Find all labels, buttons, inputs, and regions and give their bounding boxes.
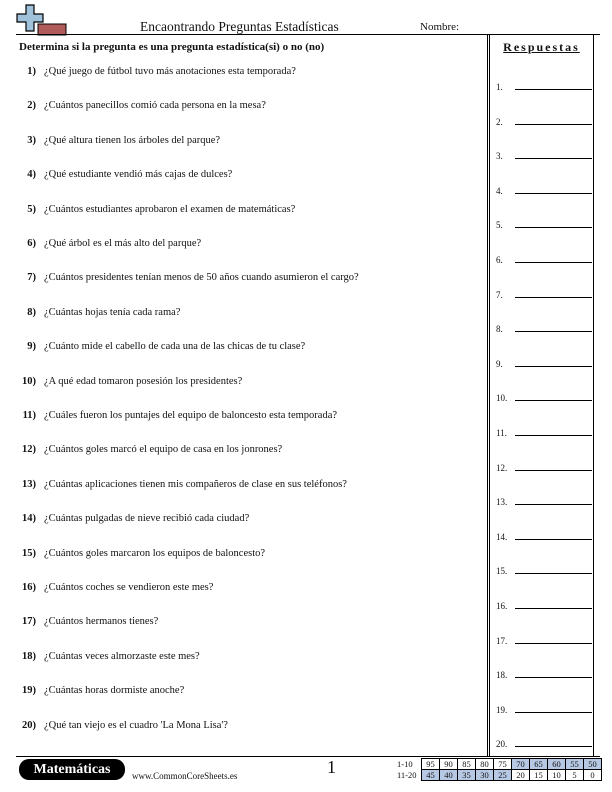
answer-number: 14.	[496, 531, 508, 542]
score-cell: 80	[476, 759, 494, 770]
answer-number: 1.	[496, 82, 503, 92]
answers-title: Respuestas	[503, 40, 580, 54]
score-row	[395, 759, 602, 770]
question-text: ¿Qué estudiante vendió más cajas de dulces?	[44, 169, 233, 181]
page-number: 1	[327, 757, 336, 777]
score-cell: 5	[566, 770, 584, 781]
score-cell: 65	[530, 759, 548, 770]
question-text: ¿Cuántos hermanos tienes?	[44, 616, 159, 628]
answer-blank[interactable]	[515, 366, 592, 367]
score-cell: 60	[548, 759, 566, 770]
question-number: 18)	[22, 650, 36, 662]
question-item	[14, 376, 479, 390]
plus-minus-logo-icon	[16, 4, 68, 36]
answer-number: 13.	[496, 497, 508, 508]
score-cell: 30	[476, 770, 494, 781]
question-text: ¿Cuántos estudiantes aprobaron el examen de matemáticas?	[44, 203, 296, 215]
answer-row	[496, 355, 592, 369]
answer-blank[interactable]	[515, 262, 592, 263]
answer-blank[interactable]	[515, 573, 592, 574]
name-label: Nombre:	[420, 21, 460, 33]
question-text: ¿Cuántos goles marcaron los equipos de baloncesto?	[44, 547, 266, 559]
question-item	[14, 720, 479, 734]
answer-row	[496, 562, 592, 576]
question-number: 7)	[27, 272, 36, 284]
question-item	[14, 444, 479, 458]
answer-row	[496, 493, 592, 507]
answer-number: 17.	[496, 635, 508, 646]
question-item	[14, 685, 479, 699]
score-cell: 20	[512, 770, 530, 781]
answer-row	[496, 78, 592, 92]
answer-row	[496, 389, 592, 403]
answer-blank[interactable]	[515, 124, 592, 125]
answer-row	[496, 666, 592, 680]
question-text: ¿Cuántos panecillos comió cada persona en la mesa?	[44, 100, 266, 112]
question-item	[14, 651, 479, 665]
question-number: 13)	[22, 478, 36, 490]
answer-number: 9.	[496, 358, 503, 369]
question-text: ¿Cuántas veces almorzaste este mes?	[44, 650, 200, 662]
question-item	[14, 169, 479, 183]
answer-row	[496, 286, 592, 300]
answer-row	[496, 528, 592, 542]
question-number: 8)	[27, 306, 36, 318]
question-item	[14, 616, 479, 630]
question-text: ¿Qué árbol es el más alto del parque?	[44, 238, 202, 249]
score-cell: 40	[440, 770, 458, 781]
question-item	[14, 204, 479, 218]
score-cell: 95	[422, 759, 440, 770]
answer-blank[interactable]	[515, 158, 592, 159]
answer-number: 20.	[496, 739, 508, 750]
score-cell: 85	[458, 759, 476, 770]
answer-blank[interactable]	[515, 89, 592, 90]
answer-number: 11.	[496, 428, 507, 438]
answer-blank[interactable]	[515, 227, 592, 228]
question-number: 15)	[22, 547, 36, 559]
answer-row	[496, 113, 592, 127]
question-item	[14, 100, 479, 114]
answer-blank[interactable]	[515, 504, 592, 505]
answer-blank[interactable]	[515, 712, 592, 713]
answer-number: 6.	[496, 255, 503, 265]
answer-row	[496, 182, 592, 196]
question-item	[14, 548, 479, 562]
answers-panel	[487, 35, 594, 756]
question-item	[14, 479, 479, 493]
score-cell: 90	[440, 759, 458, 770]
question-text: ¿Cuántos presidentes tenían menos de 50 años cuando asumieron el cargo?	[44, 272, 359, 284]
question-number: 11)	[22, 410, 36, 421]
score-cell: 25	[494, 770, 512, 781]
score-cell: 70	[512, 759, 530, 770]
score-row	[395, 770, 602, 781]
score-cell: 15	[530, 770, 548, 781]
question-number: 17)	[22, 616, 36, 628]
question-text: ¿Cuántas horas dormiste anoche?	[44, 685, 185, 697]
answer-number: 3.	[496, 151, 503, 162]
question-text: ¿Cuáles fueron los puntajes del equipo de baloncesto esta temporada?	[44, 410, 338, 421]
question-item	[14, 341, 479, 355]
question-number: 2)	[27, 100, 36, 112]
score-cell: 75	[494, 759, 512, 770]
question-number: 3)	[27, 134, 36, 146]
answer-number: 10.	[496, 393, 508, 404]
question-number: 14)	[22, 513, 36, 525]
question-text: ¿Cuántas hojas tenía cada rama?	[44, 306, 181, 318]
score-cell: 0	[584, 770, 602, 781]
answer-blank[interactable]	[515, 746, 592, 747]
question-item	[14, 272, 479, 286]
answer-number: 5.	[496, 220, 503, 231]
answer-number: 8.	[496, 324, 503, 335]
answer-number: 2.	[496, 116, 503, 127]
score-cell: 45	[422, 770, 440, 781]
answer-blank[interactable]	[515, 297, 592, 298]
footer-divider	[16, 756, 600, 757]
question-text: ¿Cuántas pulgadas de nieve recibió cada ciudad?	[44, 513, 250, 525]
answer-blank[interactable]	[515, 677, 592, 678]
answer-row	[496, 147, 592, 161]
question-text: ¿Cuántos coches se vendieron este mes?	[44, 582, 214, 593]
answer-blank[interactable]	[515, 539, 592, 540]
question-number: 20)	[22, 719, 36, 731]
score-table	[395, 758, 602, 781]
answer-row	[496, 597, 592, 611]
answer-blank[interactable]	[515, 193, 592, 194]
score-row-label: 1-10	[397, 759, 413, 769]
answer-row	[496, 701, 592, 715]
question-number: 19)	[22, 685, 36, 697]
score-cell: 55	[566, 759, 584, 770]
question-text: ¿Cuántos goles marcó el equipo de casa en los jonrones?	[44, 444, 283, 456]
question-number: 12)	[22, 444, 36, 456]
question-number: 1)	[27, 66, 36, 77]
question-number: 16)	[22, 582, 36, 593]
website-link[interactable]: www.CommonCoreSheets.es	[132, 771, 238, 781]
score-cell: 35	[458, 770, 476, 781]
answer-row	[496, 735, 592, 749]
question-item	[14, 307, 479, 321]
question-item	[14, 66, 479, 80]
question-item	[14, 135, 479, 149]
question-item	[14, 238, 479, 252]
subject-badge: Matemáticas	[19, 759, 125, 780]
answer-number: 19.	[496, 704, 508, 715]
question-text: ¿A qué edad tomaron posesión los presidentes?	[44, 375, 243, 387]
answer-number: 16.	[496, 601, 508, 611]
instructions: Determina si la pregunta es una pregunta estadística(si) o no (no)	[19, 41, 325, 53]
score-cell: 10	[548, 770, 566, 781]
question-text: ¿Qué altura tienen los árboles del parque?	[44, 134, 221, 146]
worksheet-title: Encaontrando Preguntas Estadísticas	[140, 19, 339, 34]
answer-number: 15.	[496, 566, 508, 577]
answer-row	[496, 251, 592, 265]
answer-blank[interactable]	[515, 470, 592, 471]
answer-blank[interactable]	[515, 331, 592, 332]
question-item	[14, 410, 479, 424]
score-row-label: 11-20	[397, 770, 417, 780]
answer-number: 4.	[496, 185, 503, 196]
question-text: ¿Cuántas aplicaciones tienen mis compañeros de clase en sus teléfonos?	[44, 478, 347, 490]
answer-blank[interactable]	[515, 608, 592, 609]
question-number: 5)	[27, 203, 36, 215]
answer-row	[496, 632, 592, 646]
answer-row	[496, 320, 592, 334]
answer-blank[interactable]	[515, 400, 592, 401]
question-number: 9)	[27, 341, 36, 353]
answer-number: 18.	[496, 670, 508, 681]
question-item	[14, 582, 479, 596]
question-number: 4)	[27, 169, 36, 181]
answer-row	[496, 216, 592, 230]
answer-blank[interactable]	[515, 643, 592, 644]
answer-row	[496, 459, 592, 473]
question-text: ¿Qué tan viejo es el cuadro 'La Mona Lisa'?	[44, 719, 228, 731]
answer-number: 7.	[496, 289, 503, 300]
question-number: 6)	[27, 238, 36, 249]
question-text: ¿Cuánto mide el cabello de cada una de las chicas de tu clase?	[44, 341, 306, 353]
score-cell: 50	[584, 759, 602, 770]
answer-blank[interactable]	[515, 435, 592, 436]
answer-row	[496, 424, 592, 438]
answer-number: 12.	[496, 462, 508, 473]
question-item	[14, 513, 479, 527]
question-text: ¿Qué juego de fútbol tuvo más anotaciones esta temporada?	[44, 66, 296, 77]
question-number: 10)	[22, 375, 36, 387]
